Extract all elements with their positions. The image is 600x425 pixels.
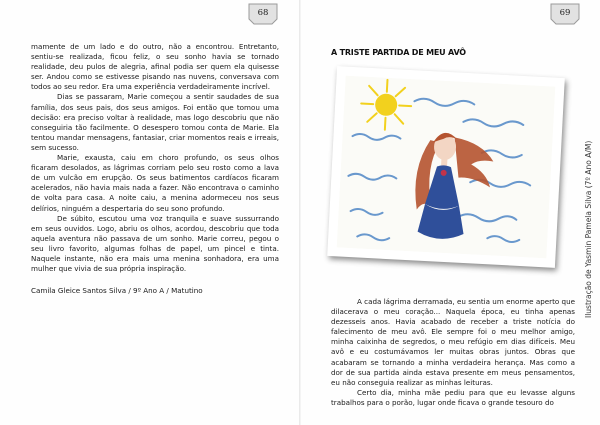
page-number-tab-right (550, 3, 580, 25)
right-paragraph: A cada lágrima derramada, eu sentia um enorme aperto que dilacerava o meu coração... Naquela época, eu tinha apenas dezesseis anos. Havia acabado de receber a triste notícia do falecimento de meu avô. Ele sempre foi o meu melhor amigo, minha caixinha de segredos, o meu refúgio em dias difíceis. Meu avô e eu costumávamos ler muitas obras juntos. Obras que acabaram se tornando a minha verdadeira herança. Mas como a dor de sua partida ainda estava presente em meus pensamentos, eu não conseguia realizar as minhas leituras. (331, 297, 575, 387)
right-paragraph: Certo dia, minha mãe pediu para que eu levasse alguns trabalhos para o porão, lugar onde ficava o grande tesouro do (331, 387, 575, 407)
illustration-caption-box (582, 60, 596, 320)
story-title: A TRISTE PARTIDA DE MEU AVÔ (331, 48, 466, 57)
page-number-right: 69 (559, 8, 571, 18)
page-number-left: 68 (257, 8, 269, 18)
page-number-tab-left (248, 3, 278, 25)
book-gutter (299, 0, 301, 425)
illustration-frame (332, 72, 560, 262)
left-page-text (31, 42, 279, 296)
left-paragraph: De súbito, escutou uma voz tranquila e suave sussurrando em seus ouvidos. Logo, abriu os olhos, acordou, descobriu que toda aquela aventura não passava de um sonho. Marie correu, pegou o seu livro favorito, algumas folhas de papel, um pincel e tinta. Naquele instante, não era mais uma menina sonhadora, era uma mulher que vivia de sua própria inspiração. (31, 213, 279, 274)
illustration-caption: Ilustração de Yasmin Pamela Silva (7º Ano A/M) (584, 140, 593, 318)
illustration-photo (327, 66, 565, 268)
left-paragraph: Marie, exausta, caiu em choro profundo, os seus olhos ficaram desolados, as lágrimas corriam pelo seu rosto como a lava de um vulcão em erupção. Os seus batimentos cardíacos ficaram acelerados, não havia mais nada a fazer. Não encontrava o caminho de volta para casa. A noite caiu, a menina adormeceu nos seus delírios, ninguém a despertaria do seu sono profundo. (31, 153, 279, 213)
girl-in-wind-drawing-icon (337, 76, 556, 259)
left-paragraph: Dias se passaram, Marie começou a sentir saudades de sua família, dos seus pais, dos seus amigos. Foi então que tomou uma decisão: era preciso voltar à realidade, mas logo descobriu que não conseguiria tão facilmente. O desespero tomou conta de Marie. Ela tentou mandar mensagens, fantasiar, criar momentos reais e irreais, sem sucesso. (31, 92, 279, 152)
author-signature: Camila Gleice Santos Silva / 9º Ano A / Matutino (31, 286, 203, 296)
left-paragraph: mamente de um lado e do outro, não a encontrou. Entretanto, sentiu-se realizada, ficou feliz, o seu sonho havia se tornado realidade, deu pulos de alegria, afinal podia ser quem ela quisesse ser. Andou como se estivesse pisando nas nuvens, conversava com todos ao seu redor. Era uma experiência verdadeiramente incrível. (31, 42, 279, 92)
right-page-text (331, 297, 575, 408)
